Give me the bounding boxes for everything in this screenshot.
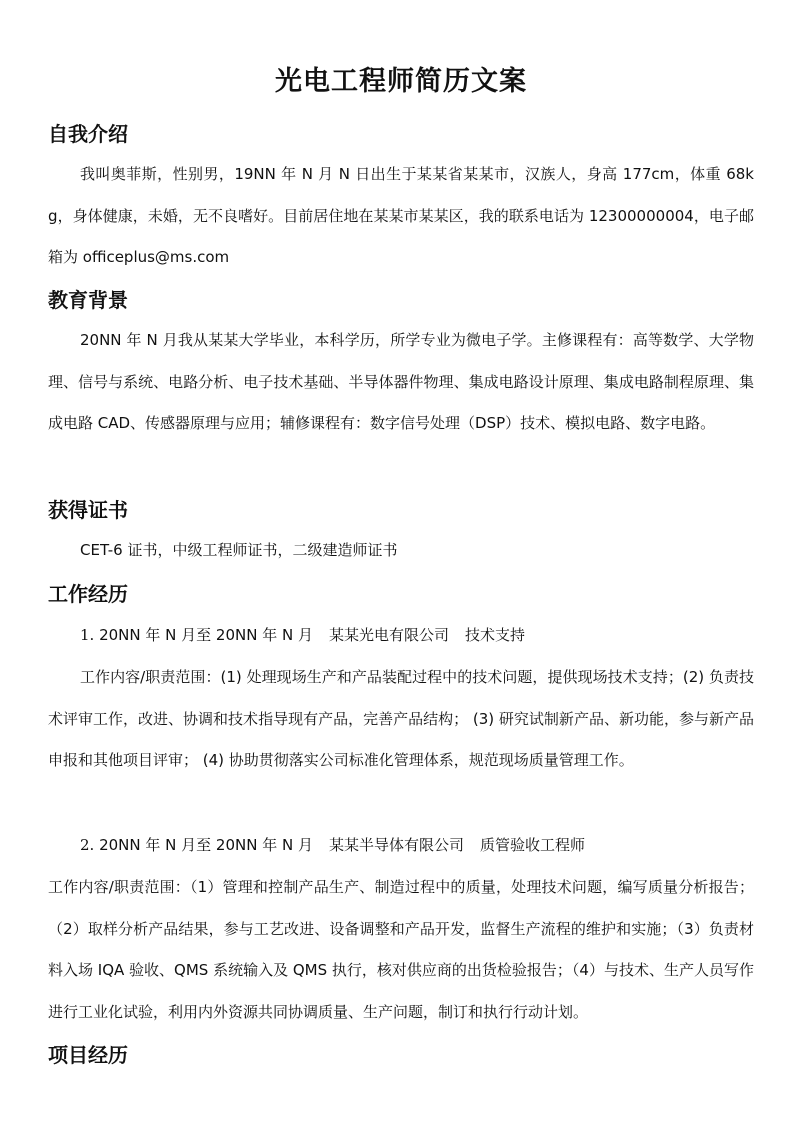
job-position: 质管验收工程师 xyxy=(480,836,586,854)
certificates-paragraph: CET-6 证书，中级工程师证书，二级建造师证书 xyxy=(80,541,398,559)
job-period: 20NN 年 N 月至 20NN 年 N 月 xyxy=(99,626,313,644)
section-heading-intro: 自我介绍 xyxy=(48,122,128,146)
page-title: 光电工程师简历文案 xyxy=(275,66,527,97)
section-heading-work: 工作经历 xyxy=(48,582,128,606)
job-duties-2: 工作内容/职责范围：（1）管理和控制产品生产、制造过程中的质量，处理技术问题，编写质量分析报告；（2）取样分析产品结果，参与工艺改进、设备调整和产品开发，监督生产流程的维护和实施；（3）负责材料入场 IQA 验收、QMS 系统输入及 QMS 执行，核对供应商的出货检验报告；（4）与技术、生产人员写作进行工业化试验，利用内外资源共同协调质量、生产问题，制订和执行行动计划。 xyxy=(48,878,754,1021)
job-position: 技术支持 xyxy=(465,626,526,644)
section-heading-certificates: 获得证书 xyxy=(48,498,128,522)
section-heading-education: 教育背景 xyxy=(48,288,128,312)
job-number: 1. xyxy=(80,626,95,644)
intro-paragraph: 我叫奥菲斯，性别男，19NN 年 N 月 N 日出生于某某省某某市，汉族人，身高 177cm，体重 68kg，身体健康，未婚，无不良嗜好。目前居住地在某某市某某区，我的联系电话为 12300000004，电子邮箱为 officeplus@ms.com xyxy=(48,165,754,266)
job-header-1 xyxy=(80,620,525,650)
job-period: 20NN 年 N 月至 20NN 年 N 月 xyxy=(99,836,313,854)
job-company: 某某光电有限公司 xyxy=(328,626,449,644)
section-heading-projects: 项目经历 xyxy=(48,1043,128,1067)
job-duties-1: 工作内容/职责范围：(1) 处理现场生产和产品装配过程中的技术问题，提供现场技术支持；(2) 负责技术评审工作，改进、协调和技术指导现有产品，完善产品结构； (3) 研究试制新产品、新功能，参与新产品申报和其他项目评审； (4) 协助贯彻落实公司标准化管理体系，规范现场质量管理工作。 xyxy=(48,668,754,769)
job-number: 2. xyxy=(80,836,95,854)
job-header-2 xyxy=(80,830,585,860)
job-company: 某某半导体有限公司 xyxy=(328,836,464,854)
education-paragraph: 20NN 年 N 月我从某某大学毕业，本科学历，所学专业为微电子学。主修课程有：高等数学、大学物理、信号与系统、电路分析、电子技术基础、半导体器件物理、集成电路设计原理、集成电路制程原理、集成电路 CAD、传感器原理与应用；辅修课程有：数字信号处理（DSP）技术、模拟电路、数字电路。 xyxy=(48,331,754,432)
